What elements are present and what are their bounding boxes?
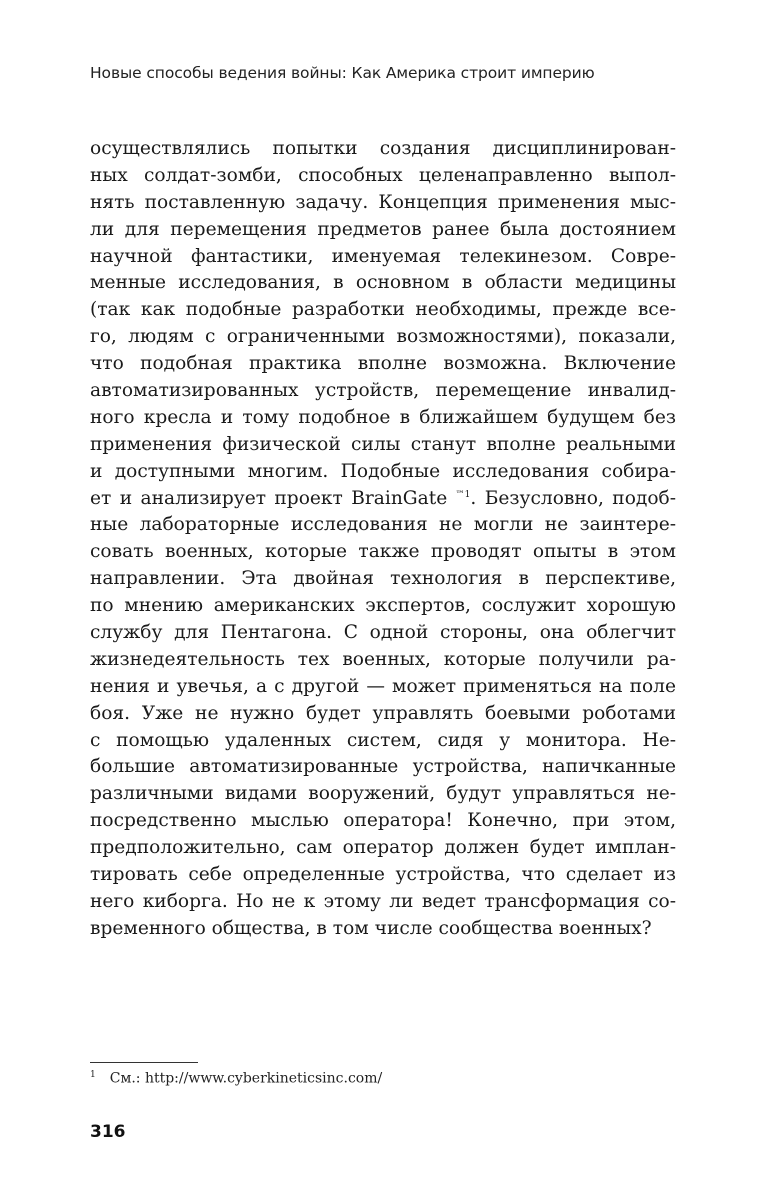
text-line: службу для Пентагона. С одной стороны, она облегчит [90, 622, 676, 644]
text-line-with-footnote [90, 486, 676, 513]
footnote-mark: 1 [90, 1070, 96, 1080]
text-line: менные исследования, в основном в области медицины [90, 272, 676, 294]
body-text [90, 136, 676, 943]
text-line: автоматизированных устройств, перемещение инвалид- [90, 380, 676, 402]
text-line: осуществлялись попытки создания дисциплинирован- [90, 138, 676, 159]
text-line: и доступными многим. Подобные исследования собира- [90, 460, 676, 482]
text-line: ного кресла и тому подобное в ближайшем будущем без [90, 406, 676, 428]
text-line: него киборга. Но не к этому ли ведет трансформация со- [90, 890, 676, 912]
footnote-reference[interactable]: ™1 [455, 489, 471, 500]
footnote [90, 1070, 382, 1087]
text-line: по мнению американских экспертов, сослужит хорошую [90, 595, 676, 617]
text-line: боя. Уже не нужно будет управлять боевыми роботами [90, 702, 676, 724]
text-line: совать военных, которые также проводят опыты в этом [90, 541, 676, 563]
text-line: что подобная практика вполне возможна. Включение [90, 353, 676, 375]
text-line: применения физической силы станут вполне реальными [90, 433, 676, 455]
text-line: посредственно мыслью оператора! Конечно, при этом, [90, 810, 676, 832]
text-line: тировать себе определенные устройства, что сделает из [90, 864, 676, 886]
footnote-divider [90, 1062, 198, 1063]
text-segment: . Безусловно, подоб- [470, 487, 676, 509]
footnote-text: См.: http://www.cyberkineticsinc.com/ [109, 1070, 383, 1087]
page-number: 316 [90, 1122, 126, 1142]
text-line: предположительно, сам оператор должен будет имплан- [90, 837, 676, 859]
text-line: жизнедеятельность тех военных, которые получили ра- [90, 648, 676, 670]
text-line: ных солдат-зомби, способных целенаправленно выпол- [90, 164, 676, 186]
text-line: го, людям с ограниченными возможностями), показали, [90, 326, 676, 348]
text-line: различными видами вооружений, будут управляться не- [90, 783, 676, 805]
text-line: (так как подобные разработки необходимы, прежде все- [90, 299, 676, 321]
text-line: ные лабораторные исследования не могли не заинтере- [90, 514, 676, 536]
text-line: научной фантастики, именуемая телекинезом. Совре- [90, 245, 676, 267]
text-line: направлении. Эта двойная технология в перспективе, [90, 568, 676, 590]
text-line: ли для перемещения предметов ранее была достоянием [90, 218, 676, 240]
text-line: большие автоматизированные устройства, напичканные [90, 756, 676, 778]
running-header: Новые способы ведения войны: Как Америка строит империю [90, 64, 595, 82]
text-line: временного общества, в том числе сообщества военных? [90, 917, 652, 939]
text-segment: ет и анализирует проект BrainGate [90, 487, 456, 509]
text-line: нения и увечья, а с другой — может применяться на поле [90, 675, 676, 697]
text-line: с помощью удаленных систем, сидя у монитора. Не- [90, 729, 676, 751]
text-line: нять поставленную задачу. Концепция применения мыс- [90, 191, 676, 213]
